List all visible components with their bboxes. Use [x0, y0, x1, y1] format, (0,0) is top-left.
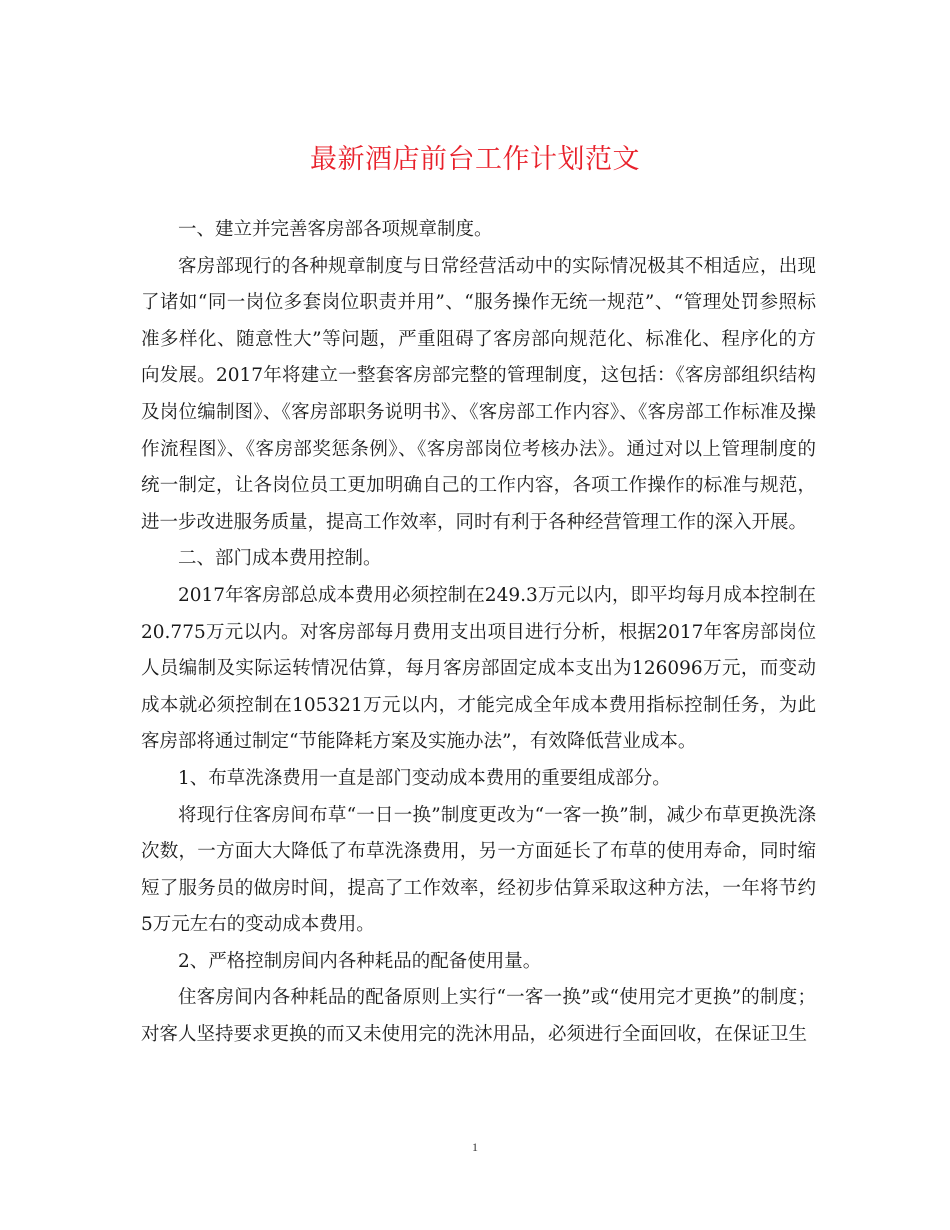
subsection-heading-1: 1、布草洗涤费用一直是部门变动成本费用的重要组成部分。: [178, 767, 671, 789]
subsection-heading-2: 2、严格控制房间内各种耗品的配备使用量。: [178, 950, 542, 972]
document-title: 最新酒店前台工作计划范文: [310, 144, 640, 175]
document-body: [141, 212, 816, 1054]
paragraph: 2017年客房部总成本费用必须控制在249.3万元以内，即平均每月成本控制在20.775万元以内。对客房部每月费用支出项目进行分析，根据2017年客房部岗位人员编制及实际运转情况估算，每月客房部固定成本支出为126096万元，而变动成本就必须控制在105321万元以内，才能完成全年成本费用指标控制任务，为此客房部将通过制定“节能降耗方案及实施办法”，有效降低营业成本。: [141, 584, 816, 753]
paragraph: 住客房间内各种耗品的配备原则上实行“一客一换”或“使用完才更换”的制度；对客人坚持要求更换的而又未使用完的洗沐用品，必须进行全面回收，在保证卫生: [141, 987, 816, 1046]
section-heading-2: 二、部门成本费用控制。: [178, 548, 382, 570]
paragraph: 将现行住客房间布草“一日一换”制度更改为“一客一换”制，减少布草更换洗涤次数，一方面大大降低了布草洗涤费用，另一方面延长了布草的使用寿命，同时缩短了服务员的做房时间，提高了工作效率，经初步估算采取这种方法，一年将节约5万元左右的变动成本费用。: [141, 804, 816, 936]
page-number: 1: [472, 1140, 478, 1154]
paragraph: 客房部现行的各种规章制度与日常经营活动中的实际情况极其不相适应，出现了诸如“同一岗位多套岗位职责并用”、“服务操作无统一规范”、“管理处罚参照标准多样化、随意性大”等问题，严重阻碍了客房部向规范化、标准化、程序化的方向发展。2017年将建立一整套客房部完整的管理制度，这包括：《客房部组织结构及岗位编制图》、《客房部职务说明书》、《客房部工作内容》、《客房部工作标准及操作流程图》、《客房部奖惩条例》、《客房部岗位考核办法》。通过对以上管理制度的统一制定，让各岗位员工更加明确自己的工作内容，各项工作操作的标准与规范，进一步改进服务质量，提高工作效率，同时有利于各种经营管理工作的深入开展。: [141, 255, 816, 533]
section-heading-1: 一、建立并完善客房部各项规章制度。: [178, 219, 493, 240]
